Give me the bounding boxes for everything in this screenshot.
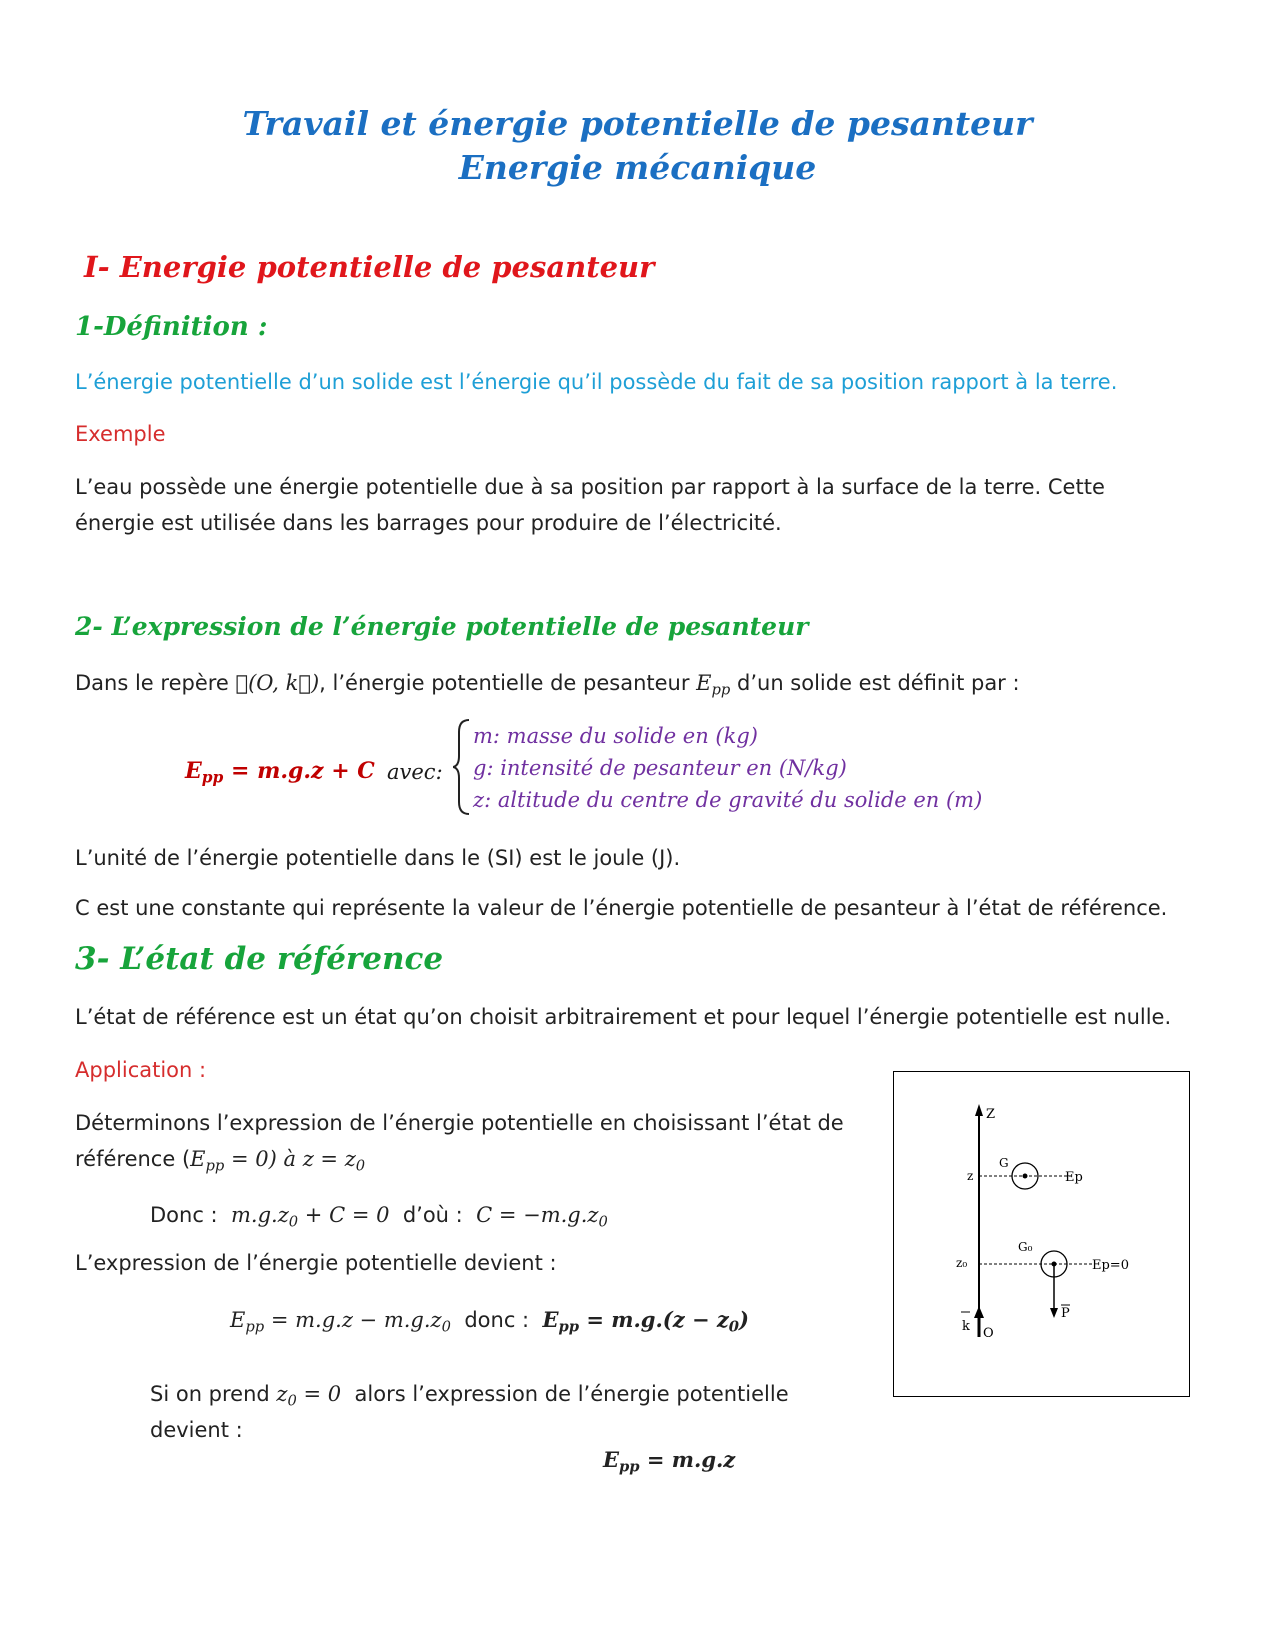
example-label: Exemple	[75, 422, 166, 446]
ep-label: Ep	[1065, 1170, 1083, 1185]
intro-text-b: , l’énergie potentielle de pesanteur	[319, 671, 697, 695]
solid-g-center	[1023, 1174, 1028, 1179]
example-line-1: L’eau possède une énergie potentielle due à sa position par rapport à la surface de la terre. Cette	[75, 475, 1105, 499]
k-label: k	[962, 1319, 970, 1334]
z-axis-arrow-icon	[975, 1104, 983, 1116]
avec-label: avec:	[387, 760, 443, 784]
final-formula: $E_{pp} = m.g.z$	[603, 1447, 736, 1476]
g-label: G	[999, 1156, 1009, 1170]
origin-label: O	[983, 1326, 994, 1341]
frame-intro	[75, 671, 1020, 698]
main-formula: $E_{pp} = m.g.z + C$	[185, 758, 375, 787]
devient-text: L’expression de l’énergie potentielle devient :	[75, 1251, 557, 1275]
application-line-2: référence $(E_{pp} = 0)$ à $z = z_0$	[75, 1147, 366, 1175]
page-title-line2: Energie mécanique	[458, 148, 817, 187]
k-arrow-icon	[974, 1306, 984, 1318]
intro-text-a: Dans le repère	[75, 671, 236, 695]
weight-arrow-icon	[1050, 1308, 1058, 1318]
si-line-2: devient :	[150, 1418, 243, 1442]
example-line-2: énergie est utilisée dans les barrages pour produire de l’électricité.	[75, 511, 782, 535]
z0-level-label: z₀	[956, 1256, 968, 1270]
definition-z: z: altitude du centre de gravité du solide en (m)	[473, 788, 983, 812]
frame-symbol: ℜ(O, k⃗)	[235, 671, 320, 695]
curly-brace	[453, 718, 473, 816]
section3-heading: 3- L’état de référence	[75, 941, 444, 977]
application-label: Application :	[75, 1058, 207, 1082]
definition-heading: 1-Définition :	[75, 312, 268, 342]
application-line-1: Déterminons l’expression de l’énergie potentielle en choisissant l’état de	[75, 1111, 844, 1135]
page-title-line1: Travail et énergie potentielle de pesanteur	[242, 104, 1033, 143]
p-label: P	[1061, 1306, 1070, 1321]
unit-text: L’unité de l’énergie potentielle dans le (SI) est le joule (J).	[75, 846, 681, 870]
definition-text: L’énergie potentielle d’un solide est l’énergie qu’il possède du fait de sa position rapport à la terre.	[75, 370, 1118, 394]
epp-symbol: $E_{pp}$	[696, 671, 731, 699]
donc-line: Donc : $m.g.z_0 + C = 0$ d’où : $C = -m.g.z_0$	[150, 1203, 608, 1231]
section2-heading: 2- L’expression de l’énergie potentielle de pesanteur	[75, 612, 809, 641]
reference-text: L’état de référence est un état qu’on choisit arbitrairement et pour lequel l’énergie potentielle est nulle.	[75, 1005, 1172, 1029]
figure-diagram	[894, 1072, 1189, 1396]
ep0-label: Ep=0	[1092, 1258, 1129, 1273]
definition-g: g: intensité de pesanteur en (N/kg)	[473, 756, 847, 780]
expression-line: $E_{pp} = m.g.z - m.g.z_0$ donc : $E_{pp} = m.g.(z - z_0)$	[230, 1307, 749, 1336]
definition-m: m: masse du solide en (kg)	[473, 724, 758, 748]
constant-text: C est une constante qui représente la valeur de l’énergie potentielle de pesanteur à l’état de référence.	[75, 896, 1168, 920]
si-line-1: Si on prend $z_0 = 0$ alors l’expression de l’énergie potentielle	[150, 1382, 789, 1410]
section1-heading: I- Energie potentielle de pesanteur	[84, 250, 655, 284]
z-level-label: z	[967, 1169, 974, 1183]
intro-text-c: d’un solide est définit par :	[730, 671, 1020, 695]
reference-figure	[893, 1071, 1190, 1397]
g0-label: G₀	[1018, 1240, 1033, 1254]
axis-label: Z	[986, 1107, 996, 1122]
